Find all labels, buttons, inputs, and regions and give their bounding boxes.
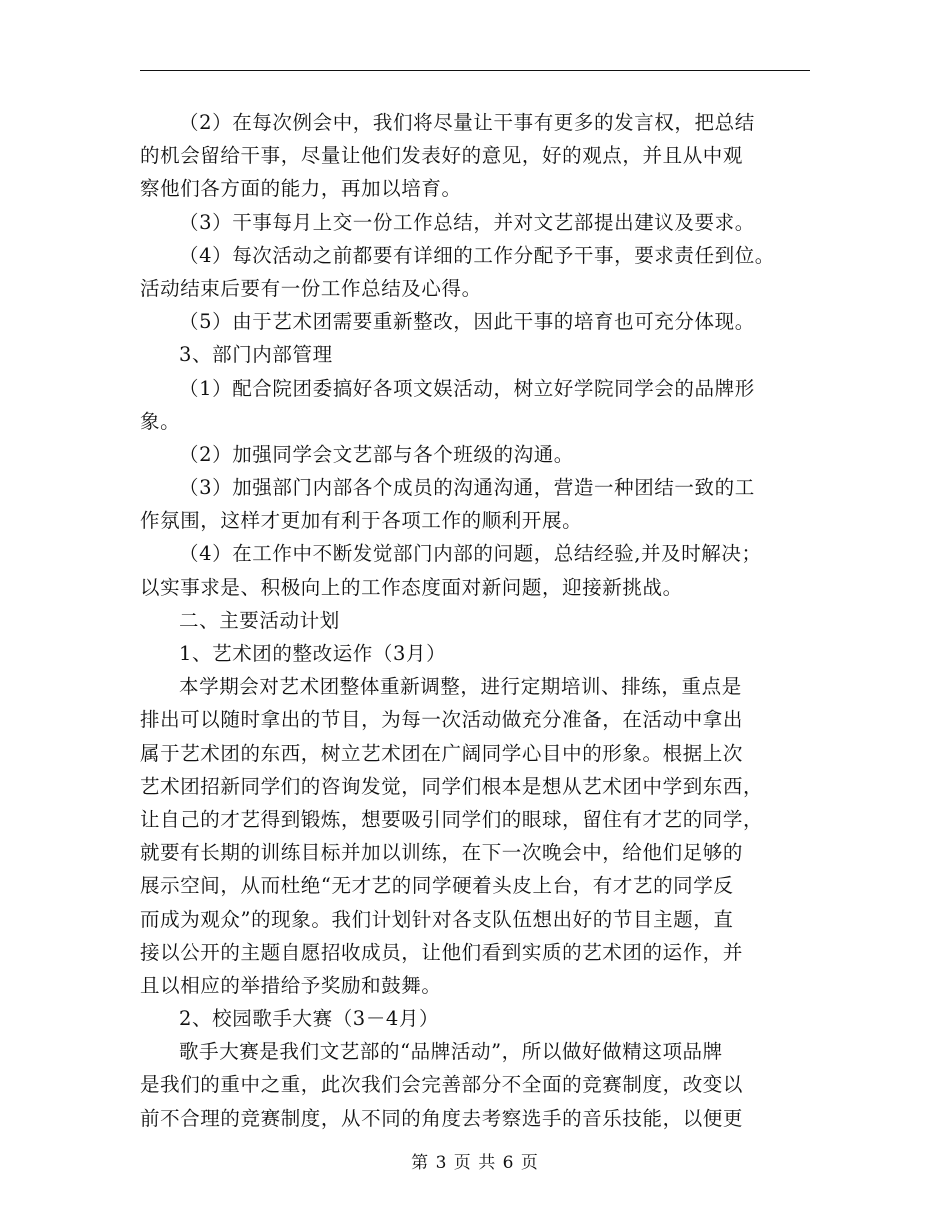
paragraph-line: 本学期会对艺术团整体重新调整，进行定期培训、排练，重点是: [179, 675, 742, 699]
paragraph-line: 而成为观众”的现象。我们计划针对各支队伍想出好的节目主题，直: [140, 907, 734, 931]
paragraph-line: 排出可以随时拿出的节目，为每一次活动做充分准备，在活动中拿出: [140, 708, 744, 732]
header-rule: [140, 70, 810, 71]
paragraph-line: （3）干事每月上交一份工作总结，并对文艺部提出建议及要求。: [179, 210, 755, 234]
section-heading: 3、部门内部管理: [179, 343, 333, 367]
paragraph-line: （2）在每次例会中，我们将尽量让干事有更多的发言权，把总结: [179, 111, 755, 134]
paragraph-line: 且以相应的举措给予奖励和鼓舞。: [140, 973, 442, 997]
paragraph-line: 象。: [140, 409, 181, 433]
paragraph-line: 属于艺术团的东西，树立艺术团在广阔同学心目中的形象。根据上次: [140, 741, 744, 765]
paragraph-line: 活动结束后要有一份工作总结及心得。: [140, 276, 482, 300]
paragraph-line: 艺术团招新同学们的咨询发觉，同学们根本是想从艺术团中学到东西，: [140, 774, 764, 798]
page-footer: 第 3 页 共 6 页: [411, 1153, 539, 1173]
paragraph-line: （2）加强同学会文艺部与各个班级的沟通。: [179, 442, 574, 466]
paragraph-line: 就要有长期的训练目标并加以训练，在下一次晚会中，给他们足够的: [140, 841, 744, 865]
section-heading: 二、主要活动计划: [179, 608, 340, 632]
paragraph-line: （4）在工作中不断发觉部门内部的问题，总结经验,并及时解决；: [179, 542, 762, 566]
paragraph-line: 展示空间，从而杜绝“无才艺的同学硬着头皮上台，有才艺的同学反: [140, 874, 734, 898]
subsection-heading: 1、艺术团的整改运作（3月）: [179, 642, 447, 665]
paragraph-line: （5）由于艺术团需要重新整改，因此干事的培育也可充分体现。: [179, 310, 755, 334]
paragraph-line: 的机会留给干事，尽量让他们发表好的意见，好的观点，并且从中观: [140, 144, 744, 168]
paragraph-line: （1）配合院团委搞好各项文娱活动，树立好学院同学会的品牌形: [179, 376, 755, 400]
paragraph-line: （4）每次活动之前都要有详细的工作分配予干事，要求责任到位。: [179, 243, 775, 267]
paragraph-line: 接以公开的主题自愿招收成员，让他们看到实质的艺术团的运作，并: [140, 940, 744, 964]
document-body: [140, 106, 812, 1135]
paragraph-line: 察他们各方面的能力，再加以培育。: [140, 177, 462, 201]
paragraph-line: 作氛围，这样才更加有利于各项工作的顺利开展。: [140, 509, 583, 533]
paragraph-line: （3）加强部门内部各个成员的沟通沟通，营造一种团结一致的工: [179, 476, 755, 500]
subsection-heading: 2、校园歌手大赛（3－4月）: [179, 1007, 440, 1031]
paragraph-line: 歌手大赛是我们文艺部的“品牌活动”，所以做好做精这项品牌: [179, 1040, 723, 1064]
paragraph-line: 前不合理的竞赛制度，从不同的角度去考察选手的音乐技能，以便更: [140, 1106, 744, 1130]
paragraph-line: 以实事求是、积极向上的工作态度面对新问题，迎接新挑战。: [140, 575, 683, 599]
paragraph-line: 是我们的重中之重，此次我们会完善部分不全面的竞赛制度，改变以: [140, 1073, 744, 1097]
paragraph-line: 让自己的才艺得到锻炼，想要吸引同学们的眼球，留住有才艺的同学，: [140, 807, 764, 831]
